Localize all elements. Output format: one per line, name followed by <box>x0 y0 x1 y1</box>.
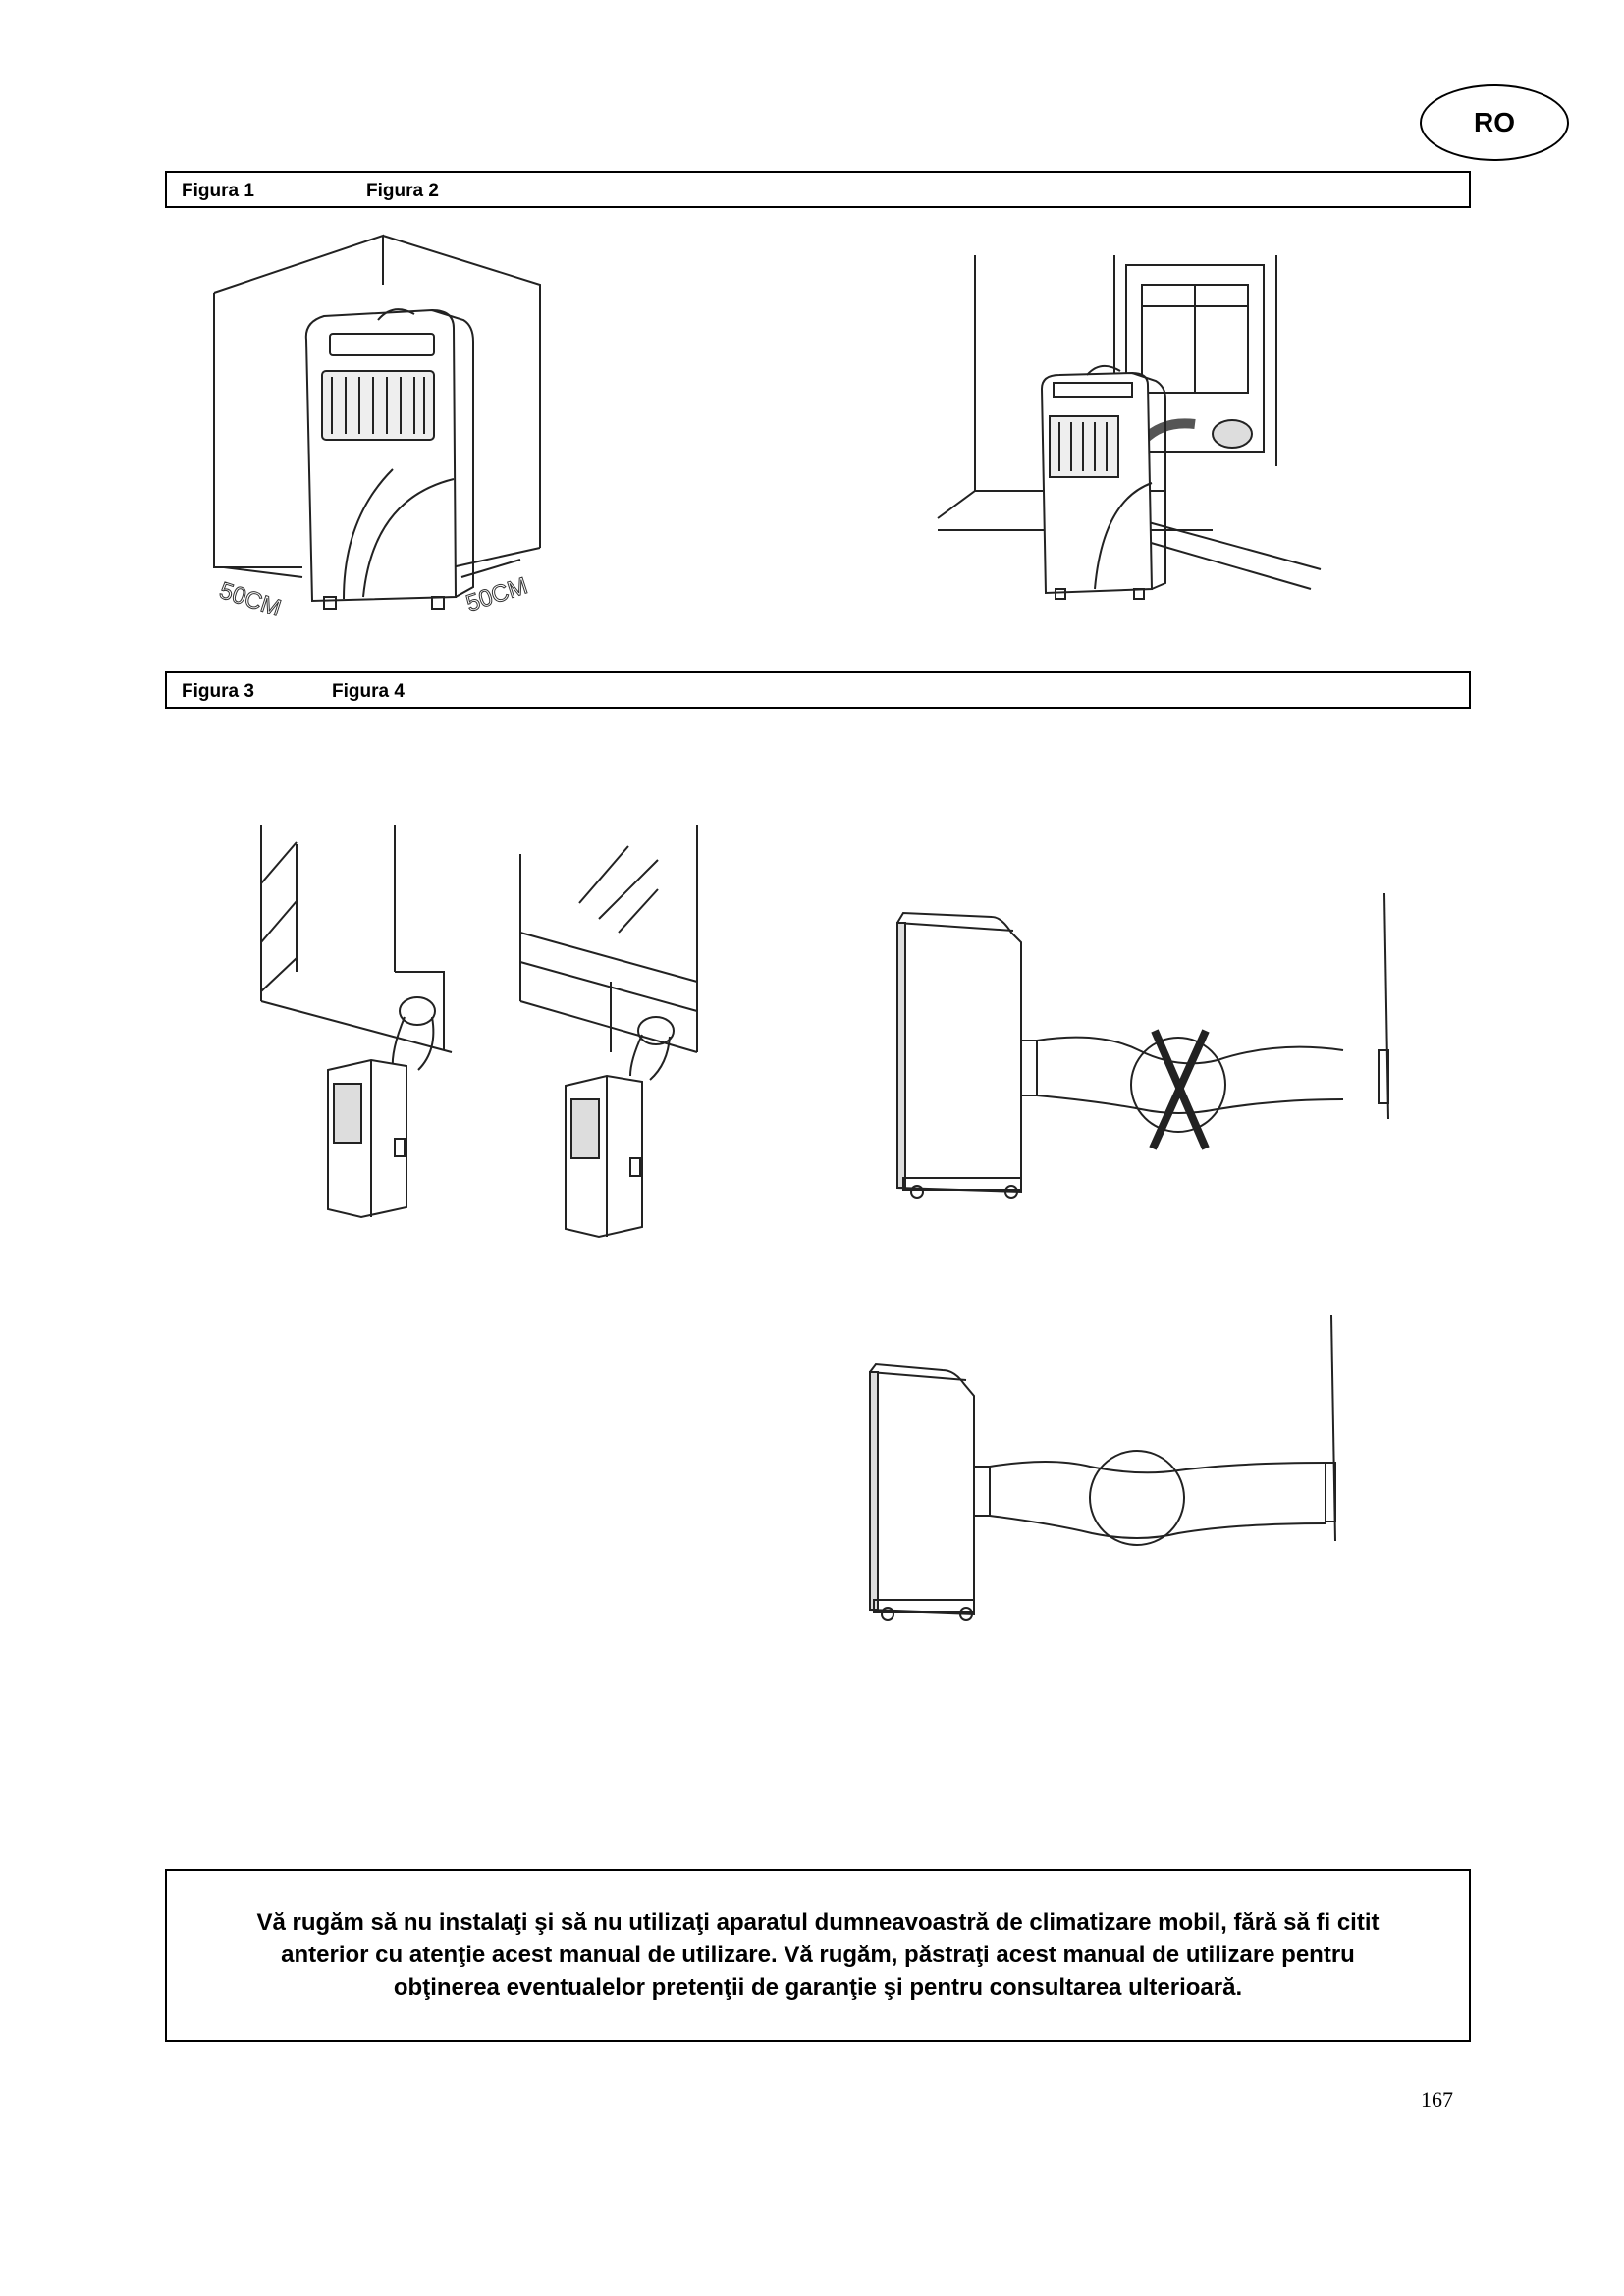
notice-box <box>165 1869 1471 2042</box>
figure-4-correct-illustration <box>844 1315 1375 1639</box>
figure-1-illustration <box>196 224 550 636</box>
left-clearance-label: 50CM <box>216 577 285 622</box>
right-clearance-label: 50CM <box>462 572 531 617</box>
figure-3-illustration <box>245 825 707 1237</box>
notice-line-1: Vă rugăm să nu instalaţi şi să nu utilizaţi aparatul dumneavoastră de climatizare mobil, fără să fi citit <box>256 1909 1380 1936</box>
figure-header-3-4 <box>165 671 1471 709</box>
notice-line-2: anterior cu atenţie acest manual de utilizare. Vă rugăm, păstraţi acest manual de utilizare pentru <box>281 1942 1355 1968</box>
language-code: RO <box>1474 107 1515 137</box>
figure-header-1-2 <box>165 171 1471 208</box>
figure-2-illustration <box>938 255 1330 628</box>
figure-4-incorrect-illustration <box>884 883 1414 1207</box>
language-badge <box>1420 84 1569 161</box>
page-number: 167 <box>1421 2087 1453 2111</box>
figure-1-label: Figura 1 <box>182 181 254 201</box>
figure-3-label: Figura 3 <box>182 681 254 702</box>
figure-2-label: Figura 2 <box>366 181 439 201</box>
figure-4-label: Figura 4 <box>332 681 405 702</box>
notice-line-3: obţinerea eventualelor pretenţii de garanţie şi pentru consultarea ulterioară. <box>393 1974 1243 2001</box>
